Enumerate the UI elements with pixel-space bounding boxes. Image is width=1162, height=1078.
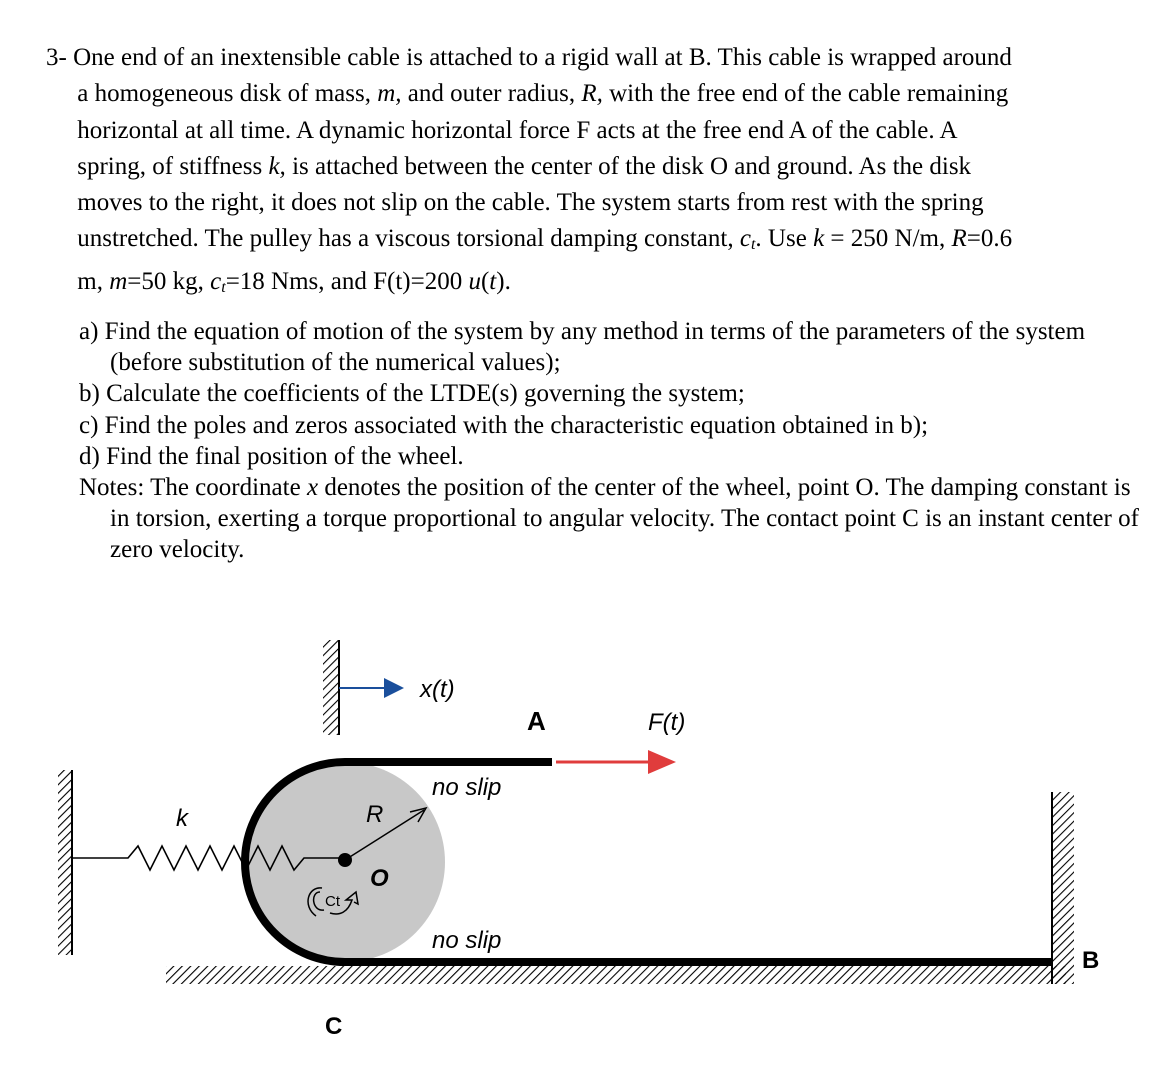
question-parts bbox=[79, 316, 1139, 566]
force-arrowhead bbox=[648, 750, 676, 774]
part-c: c) Find the poles and zeros associated with the characteristic equation obtained in b); bbox=[79, 411, 929, 439]
x-label: x(t) bbox=[420, 676, 455, 703]
problem-paragraph: 3- One end of an inextensible cable is attached to a rigid wall at B. This cable is wrapped around a homogeneous disk of mass, m, and outer radius, R, with the free end of the cable remaining horizontal at all time. A dynamic horizontal force F acts at the free end A of the cable. A spring, of stiffness k, is attached between the center of the disk O and ground. As the disk moves to the right, it does not slip on the cable. The system starts from rest with the spring unstretched. The pulley has a viscous torsional damping constant, $c_t$. Use k = 250 N/m, R=0.6 m, m=50 kg, $c_t=18$ Nms, and F(t)=200 u(t). bbox=[46, 44, 1013, 296]
A-label: A bbox=[527, 706, 546, 736]
problem-statement bbox=[46, 40, 1126, 306]
notes: Notes: The coordinate x denotes the position of the center of the wheel, point O. The damping constant is in torsion, exerting a torque proportional to angular velocity. The contact point C is an instant center of zero velocity. bbox=[79, 474, 1139, 564]
part-a: a) Find the equation of motion of the system by any method in terms of the parameters of the system (before substitution of the numerical values); bbox=[79, 318, 1086, 377]
right-wall-hatch bbox=[1052, 792, 1074, 984]
ct-label: Ct bbox=[325, 893, 340, 910]
ground-hatch bbox=[166, 966, 1066, 984]
left-wall-hatch bbox=[58, 770, 72, 955]
part-b: b) Calculate the coefficients of the LTDE(s) governing the system; bbox=[79, 380, 745, 408]
B-label: B bbox=[1082, 947, 1100, 974]
no-slip-bottom-label: no slip bbox=[432, 927, 502, 954]
F-label: F(t) bbox=[648, 709, 686, 736]
O-label: O bbox=[370, 865, 389, 892]
R-label: R bbox=[366, 801, 384, 828]
problem-number: 3- bbox=[46, 44, 67, 71]
mechanism-diagram bbox=[0, 630, 1162, 1078]
reference-wall-hatch bbox=[323, 640, 339, 735]
no-slip-top-label: no slip bbox=[432, 774, 502, 801]
k-label: k bbox=[176, 805, 188, 832]
part-d: d) Find the final position of the wheel. bbox=[79, 442, 464, 470]
C-label: C bbox=[325, 1013, 343, 1040]
